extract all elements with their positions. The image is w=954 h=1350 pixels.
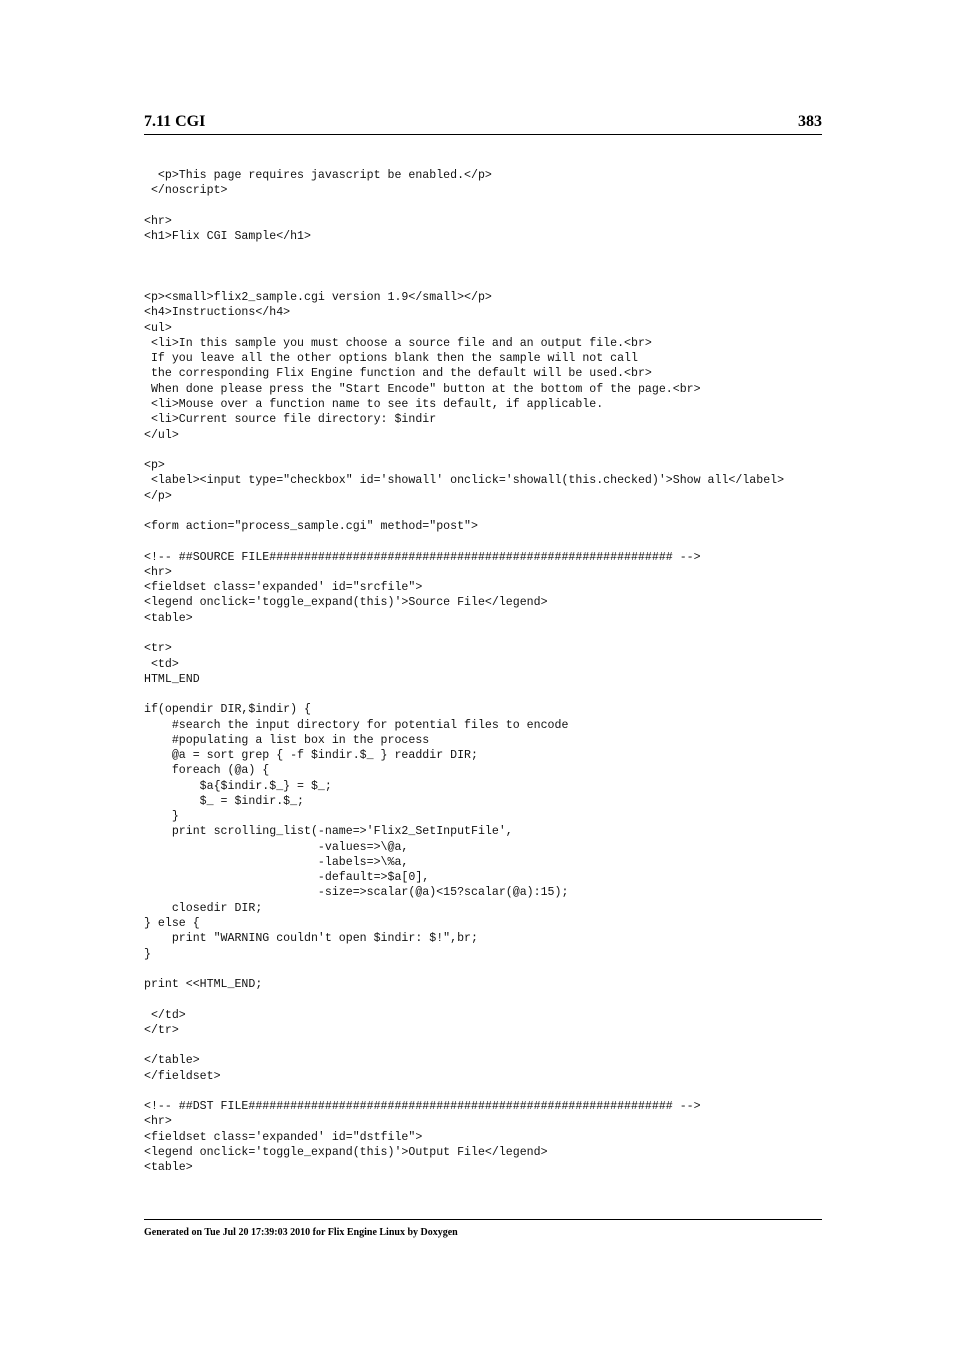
code-line: </td>	[144, 1008, 186, 1022]
code-line: the corresponding Flix Engine function and the default will be used.<br>	[144, 367, 652, 381]
code-line: <ul>	[144, 321, 172, 335]
code-line: <p>This page requires javascript be enabled.</p>	[144, 169, 492, 182]
code-line: #search the input directory for potential files to encode	[144, 718, 569, 732]
code-line: <fieldset class='expanded' id="srcfile">	[144, 581, 423, 595]
code-line: -values=>\@a,	[144, 840, 409, 854]
code-line: <hr>	[144, 214, 172, 228]
page-header	[144, 112, 822, 135]
code-line	[144, 626, 864, 641]
code-line	[144, 1084, 864, 1099]
page-number: 383	[798, 113, 822, 130]
code-line	[144, 962, 864, 977]
code-line: <h1>Flix CGI Sample</h1>	[144, 230, 311, 244]
footer-text: Generated on Tue Jul 20 17:39:03 2010 for Flix Engine Linux by Doxygen	[144, 1227, 458, 1238]
code-line: <fieldset class='expanded' id="dstfile">	[144, 1130, 423, 1144]
code-line: print scrolling_list(-name=>'Flix2_SetInputFile',	[144, 825, 513, 839]
code-line: <tr>	[144, 642, 172, 656]
code-line: <table>	[144, 1161, 193, 1175]
code-line: foreach (@a) {	[144, 764, 270, 778]
code-listing	[144, 168, 864, 1176]
code-line	[144, 443, 864, 458]
code-line: </tr>	[144, 1023, 179, 1037]
code-line: }	[144, 810, 179, 824]
code-line: </noscript>	[144, 184, 228, 198]
code-line	[144, 260, 864, 275]
code-line: <li>Current source file directory: $indir	[144, 413, 437, 427]
section-title: 7.11 CGI	[144, 113, 206, 130]
code-line: When done please press the "Start Encode" button at the bottom of the page.<br>	[144, 382, 701, 396]
code-line	[144, 992, 864, 1007]
code-line	[144, 1038, 864, 1053]
code-line: $a{$indir.$_} = $_;	[144, 779, 332, 793]
code-line: <td>	[144, 657, 179, 671]
code-line: <p>	[144, 459, 165, 473]
code-line: if(opendir DIR,$indir) {	[144, 703, 311, 717]
code-line: If you leave all the other options blank then the sample will not call	[144, 352, 638, 366]
code-line	[144, 504, 864, 519]
code-line: $_ = $indir.$_;	[144, 794, 305, 808]
code-line: @a = sort grep { -f $indir.$_ } readdir DIR;	[144, 749, 478, 763]
code-line: <hr>	[144, 565, 172, 579]
code-line: <li>Mouse over a function name to see its default, if applicable.	[144, 397, 604, 411]
code-line: <p><small>flix2_sample.cgi version 1.9</small></p>	[144, 291, 492, 305]
code-line: closedir DIR;	[144, 901, 263, 915]
code-line: <label><input type="checkbox" id='showall' onclick='showall(this.checked)'>Show all</label>	[144, 474, 785, 488]
code-line: <legend onclick='toggle_expand(this)'>Output File</legend>	[144, 1146, 548, 1159]
code-line: <table>	[144, 611, 193, 625]
code-line: <h4>Instructions</h4>	[144, 306, 291, 320]
code-line: HTML_END	[144, 672, 200, 686]
page-footer	[144, 1219, 822, 1239]
code-line: </ul>	[144, 428, 179, 442]
code-line	[144, 199, 864, 214]
code-line: </p>	[144, 489, 172, 503]
code-line: } else {	[144, 917, 200, 931]
code-line: print <<HTML_END;	[144, 978, 263, 992]
code-line: <legend onclick='toggle_expand(this)'>Source File</legend>	[144, 596, 548, 610]
code-line: -default=>$a[0],	[144, 871, 430, 885]
code-line: </table>	[144, 1054, 200, 1068]
code-line: }	[144, 947, 151, 961]
code-line	[144, 687, 864, 702]
code-line: <li>In this sample you must choose a source file and an output file.<br>	[144, 336, 652, 350]
code-line: <form action="process_sample.cgi" method="post">	[144, 520, 478, 534]
code-line: <hr>	[144, 1115, 172, 1129]
code-line: #populating a list box in the process	[144, 733, 430, 747]
code-line	[144, 275, 864, 290]
code-line: <!-- ##SOURCE FILE########################################################## -->	[144, 550, 701, 564]
code-line	[144, 534, 864, 549]
code-line	[144, 244, 864, 259]
code-line: -size=>scalar(@a)<15?scalar(@a):15);	[144, 886, 569, 900]
code-line: print "WARNING couldn't open $indir: $!",br;	[144, 932, 478, 946]
code-line: -labels=>\%a,	[144, 855, 409, 869]
code-line: </fieldset>	[144, 1069, 221, 1083]
code-line: <!-- ##DST FILE############################################################# -->	[144, 1100, 701, 1114]
